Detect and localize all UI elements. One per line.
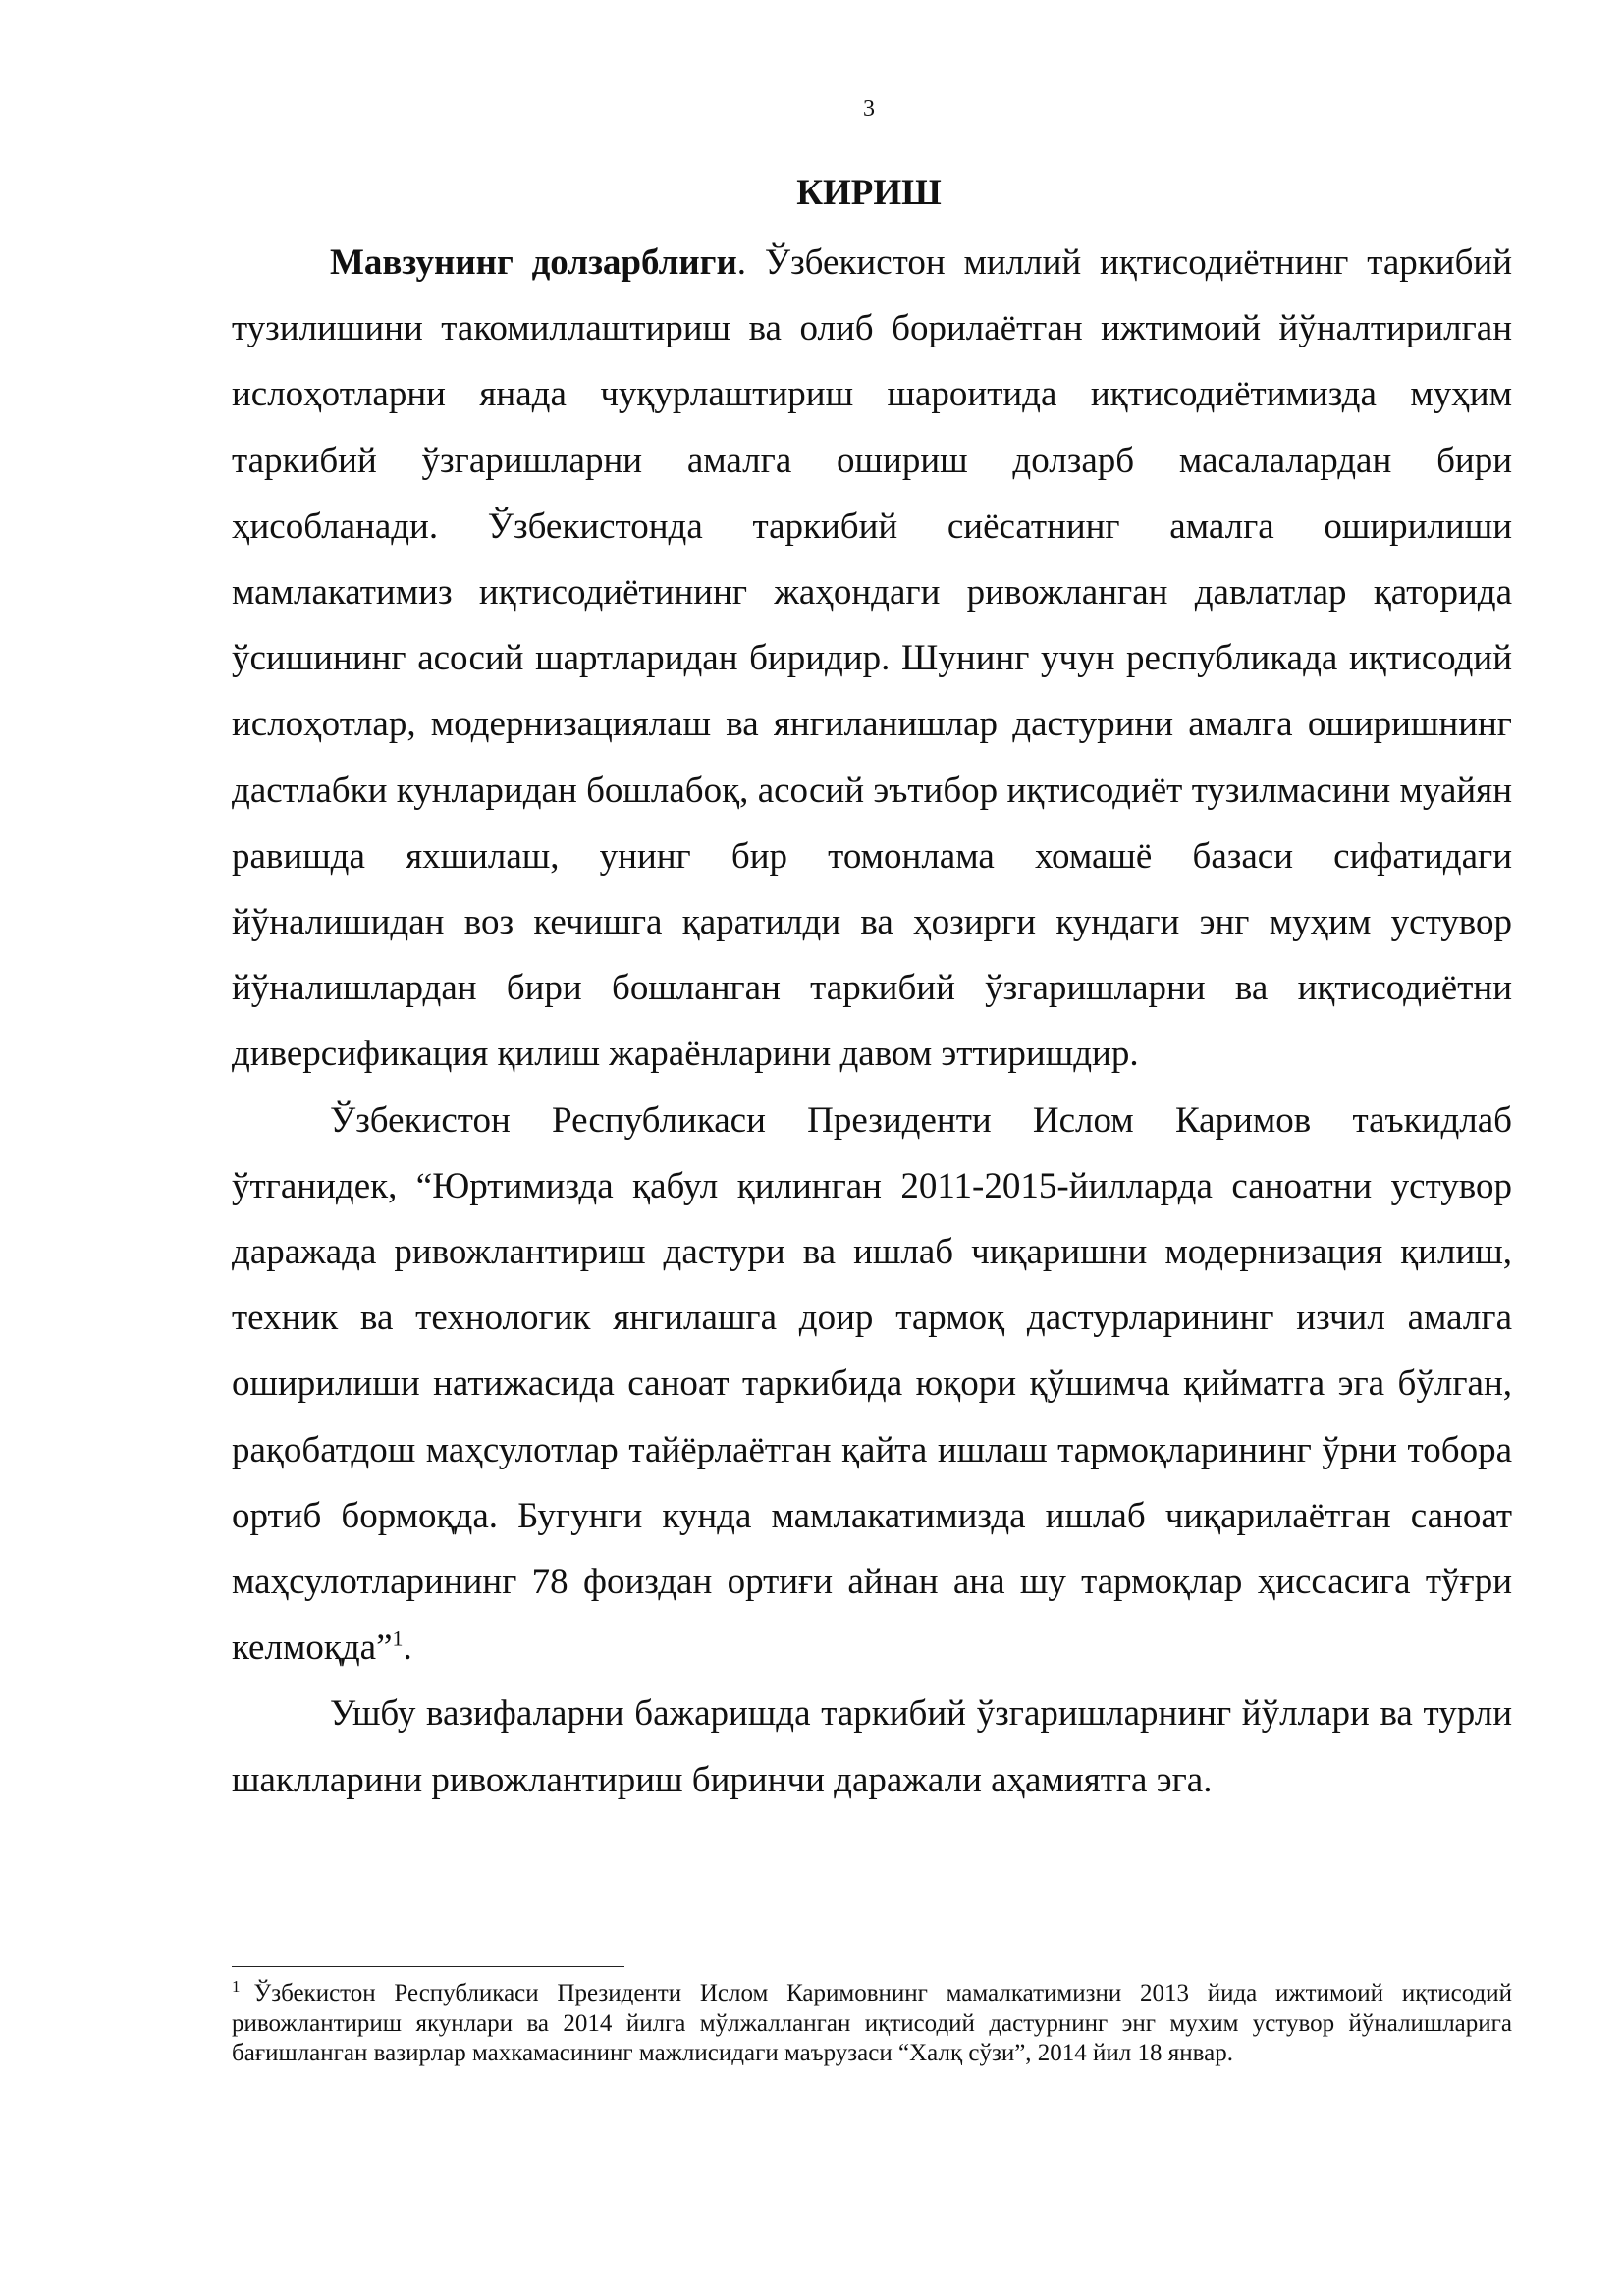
page-number: 3 [863, 96, 875, 122]
footnote-divider [232, 1966, 624, 1967]
paragraph-quote-end: . [403, 1628, 412, 1669]
paragraph-relevance-text: . Ўзбекистон миллий иқтисодиётнинг таркибий тузилишини такомиллаштириш ва олиб борилаётган ижтимоий йўналтирилган ислоҳотларни янада чуқурлаштириш шароитида иқтисодиётимизда муҳим таркибий ўзгаришларни амалга ошириш долзарб масалалардан бири ҳисобланади. Ўзбекистонда таркибий сиёсатнинг амалга оширилиши мамлакатимиз иқтисодиётининг жаҳондаги ривожланган давлатлар қаторида ўсишининг асосий шартларидан биридир. Шунинг учун республикада иқтисодий ислоҳотлар, модернизациялаш ва янгиланишлар дастурини амалга оширишнинг дастлабки кунларидан бошлабоқ, асосий эътибор иқтисодиёт тузилмасини муайян равишда яхшилаш, унинг бир томонлама хомашё базаси сифатидаги йўналишидан воз кечишга қаратилди ва ҳозирги кундаги энг муҳим устувор йўналишлардан бири бошланган таркибий ўзгаришларни ва иқтисодиётни диверсификация қилиш жараёнларини давом эттиришдир. [232, 242, 1512, 1075]
paragraph-lead-heading: Мавзунинг долзарблиги [330, 242, 737, 283]
footnote-marker: 1 [232, 1976, 241, 1996]
body-text [232, 230, 1512, 1813]
footnote-reference[interactable]: 1 [392, 1626, 404, 1651]
paragraph-conclusion-text: Ушбу вазифаларни бажаришда таркибий ўзгаришларнинг йўллари ва турли шаклларини ривожлантириш биринчи даражали аҳамиятга эга. [232, 1693, 1512, 1800]
paragraph-quote-text: Ўзбекистон Республикаси Президенти Ислом Каримов таъкидлаб ўтганидек, “Юртимизда қабул қилинган 2011-2015-йилларда саноатни устувор даражада ривожлантириш дастури ва ишлаб чиқаришни модернизация қилиш, техник ва технологик янгилашга доир тармоқ дастурларининг изчил амалга оширилиши натижасида саноат таркибида юқори қўшимча қийматга эга бўлган, рақобатдош маҳсулотлар тайёрлаётган қайта ишлаш тармоқларининг ўрни тобора ортиб бормоқда. Бугунги кунда мамлакатимизда ишлаб чиқарилаётган саноат маҳсулотларининг 78 фоиздан ортиғи айнан ана шу тармоқлар ҳиссасига тўғри келмоқда” [232, 1099, 1512, 1669]
footnote-text: Ўзбекистон Республикаси Президенти Ислом Каримовнинг мамалкатимизни 2013 йида ижтимоий иқтисодий ривожлантириш якунлари ва 2014 йилга мўлжалланган иқтисодий дастурнинг энг мухим устувор йўналишларига бағишланган вазирлар махкамасининг мажлисидаги маърузаси “Халқ сўзи”, 2014 йил 18 январ. [232, 1980, 1512, 2066]
paragraph-relevance [232, 230, 1512, 1088]
paragraph-conclusion [232, 1681, 1512, 1812]
section-title: КИРИШ [796, 173, 942, 213]
footnote [232, 1976, 1512, 2069]
paragraph-president-quote [232, 1088, 1512, 1682]
